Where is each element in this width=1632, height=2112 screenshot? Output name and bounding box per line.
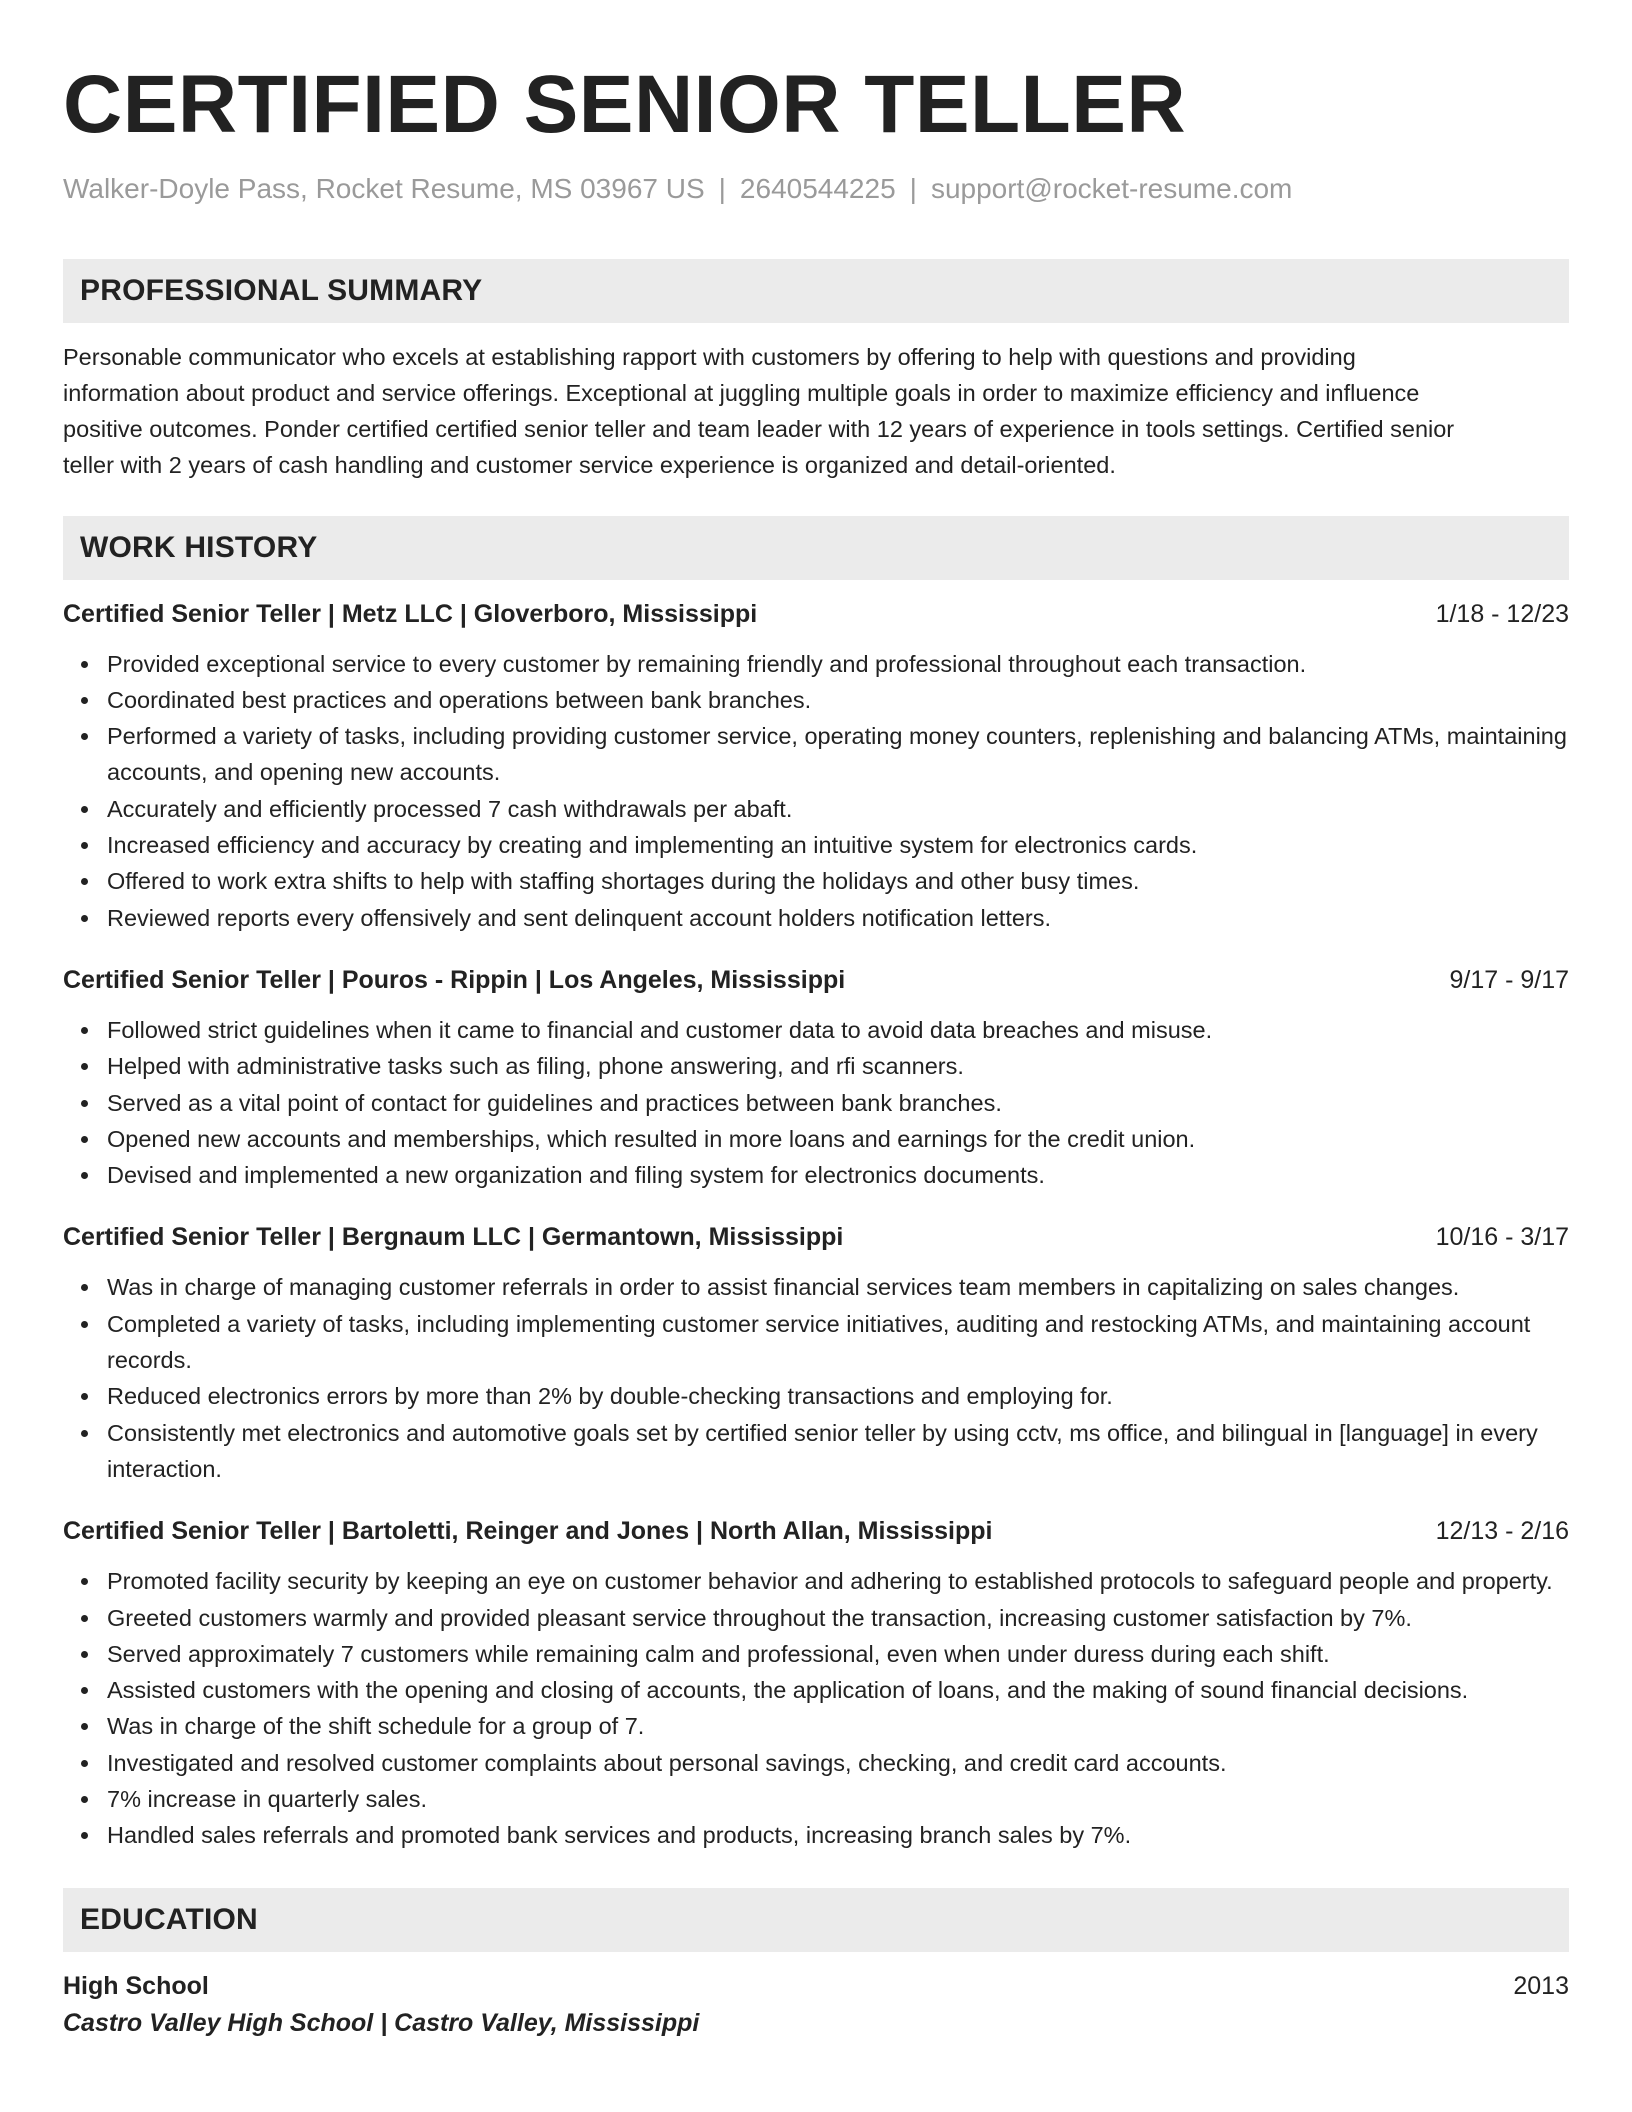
summary-paragraph [63, 339, 1569, 483]
summary-line: information about product and service offerings. Exceptional at juggling multiple goals in order to maximize efficiency and influence [63, 379, 1420, 406]
job-bullet: Reviewed reports every offensively and sent delinquent account holders notification letters. [107, 900, 1569, 936]
job-header [63, 964, 1569, 996]
job-bullet-list [63, 1012, 1569, 1193]
contact-separator: | [718, 173, 726, 204]
job-bullet: Served as a vital point of contact for guidelines and practices between bank branches. [107, 1085, 1569, 1121]
candidate-name: CERTIFIED SENIOR TELLER [63, 59, 1187, 150]
job-bullet: Greeted customers warmly and provided pleasant service throughout the transaction, increasing customer satisfaction by 7%. [107, 1600, 1569, 1636]
education-degree: High School [63, 1971, 209, 2000]
job-dates: 1/18 - 12/23 [1435, 599, 1569, 628]
job-bullet: Provided exceptional service to every customer by remaining friendly and professional throughout each transaction. [107, 646, 1569, 682]
contact-phone: 2640544225 [739, 173, 896, 204]
job-bullet: Handled sales referrals and promoted bank services and products, increasing branch sales by 7%. [107, 1817, 1569, 1853]
job-bullet: Devised and implemented a new organization and filing system for electronics documents. [107, 1157, 1569, 1193]
job-dates: 9/17 - 9/17 [1449, 965, 1569, 994]
job-bullet-list [63, 646, 1569, 936]
job-title: Certified Senior Teller | Bartoletti, Reinger and Jones | North Allan, Mississippi [63, 1517, 993, 1546]
education-year: 2013 [1513, 1971, 1569, 2000]
contact-email: support@rocket-resume.com [930, 173, 1293, 204]
job-bullet: Opened new accounts and memberships, which resulted in more loans and earnings for the credit union. [107, 1121, 1569, 1157]
job-title: Certified Senior Teller | Metz LLC | Gloverboro, Mississippi [63, 599, 758, 628]
job-bullet-list [63, 1269, 1569, 1487]
contact-separator: | [909, 173, 917, 204]
summary-line: teller with 2 years of cash handling and customer service experience is organized and detail-oriented. [63, 451, 1116, 478]
job-header [63, 1221, 1569, 1253]
job-entry [63, 1515, 1569, 1853]
education-school: Castro Valley High School | Castro Valley, Mississippi [63, 2008, 700, 2037]
job-bullet: 7% increase in quarterly sales. [107, 1781, 1569, 1817]
job-bullet: Accurately and efficiently processed 7 cash withdrawals per abaft. [107, 791, 1569, 827]
job-bullet: Coordinated best practices and operations between bank branches. [107, 682, 1569, 718]
section-header-education [63, 1888, 1569, 1952]
job-dates: 12/13 - 2/16 [1435, 1517, 1569, 1546]
job-bullet: Helped with administrative tasks such as filing, phone answering, and rfi scanners. [107, 1048, 1569, 1084]
summary-line: positive outcomes. Ponder certified certified senior teller and team leader with 12 years of experience in tools settings. Certified senior [63, 415, 1455, 442]
contact-address: Walker-Doyle Pass, Rocket Resume, MS 03967 US [63, 173, 705, 204]
education-header [63, 1970, 1569, 2002]
summary-line: Personable communicator who excels at establishing rapport with customers by offering to help with questions and providing [63, 343, 1356, 370]
job-header [63, 1515, 1569, 1547]
job-title: Certified Senior Teller | Pouros - Rippin | Los Angeles, Mississippi [63, 965, 846, 994]
job-bullet: Completed a variety of tasks, including implementing customer service initiatives, auditing and restocking ATMs, and maintaining account records. [107, 1306, 1569, 1379]
section-title-work-history: WORK HISTORY [80, 530, 318, 564]
job-bullet: Promoted facility security by keeping an eye on customer behavior and adhering to established protocols to safeguard people and property. [107, 1563, 1569, 1599]
job-header [63, 598, 1569, 630]
contact-line [63, 172, 1569, 206]
job-bullet: Investigated and resolved customer complaints about personal savings, checking, and credit card accounts. [107, 1745, 1569, 1781]
job-bullet-list [63, 1563, 1569, 1853]
section-title-education: EDUCATION [80, 1902, 258, 1936]
section-header-work-history [63, 516, 1569, 580]
job-entry [63, 1221, 1569, 1487]
job-entry [63, 964, 1569, 1193]
job-dates: 10/16 - 3/17 [1435, 1223, 1569, 1252]
job-bullet: Reduced electronics errors by more than 2% by double-checking transactions and employing for. [107, 1378, 1569, 1414]
job-entry [63, 598, 1569, 936]
job-bullet: Increased efficiency and accuracy by creating and implementing an intuitive system for electronics cards. [107, 827, 1569, 863]
job-bullet: Performed a variety of tasks, including providing customer service, operating money counters, replenishing and balancing ATMs, maintaining accounts, and opening new accounts. [107, 718, 1569, 791]
job-bullet: Was in charge of managing customer referrals in order to assist financial services team members in capitalizing on sales changes. [107, 1269, 1569, 1305]
job-bullet: Consistently met electronics and automotive goals set by certified senior teller by using cctv, ms office, and bilingual in [language] in every interaction. [107, 1415, 1569, 1488]
job-bullet: Was in charge of the shift schedule for a group of 7. [107, 1708, 1569, 1744]
job-bullet: Assisted customers with the opening and closing of accounts, the application of loans, and the making of sound financial decisions. [107, 1672, 1569, 1708]
job-bullet: Served approximately 7 customers while remaining calm and professional, even when under duress during each shift. [107, 1636, 1569, 1672]
job-bullet: Offered to work extra shifts to help with staffing shortages during the holidays and other busy times. [107, 863, 1569, 899]
job-bullet: Followed strict guidelines when it came to financial and customer data to avoid data breaches and misuse. [107, 1012, 1569, 1048]
section-header-summary [63, 259, 1569, 323]
section-title-summary: PROFESSIONAL SUMMARY [80, 273, 483, 307]
job-title: Certified Senior Teller | Bergnaum LLC | Germantown, Mississippi [63, 1223, 844, 1252]
education-entry [63, 1970, 1569, 2040]
